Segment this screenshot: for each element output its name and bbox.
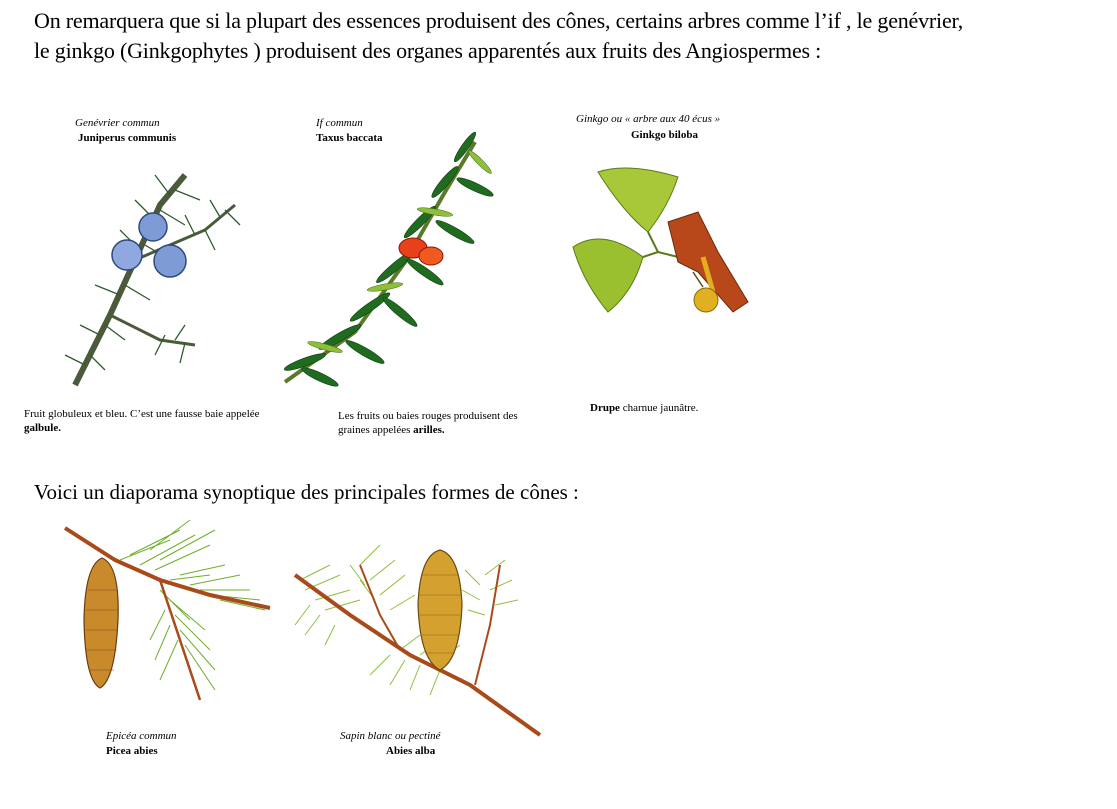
- yew-latin-name: Taxus baccata: [316, 132, 383, 144]
- juniper-latin-name: Juniperus communis: [78, 132, 177, 144]
- yew-caption: [338, 409, 518, 437]
- intro-paragraph: [34, 6, 1112, 66]
- yew-common-name: If commun: [316, 117, 363, 129]
- ginkgo-common-name: Ginkgo ou « arbre aux 40 écus »: [576, 113, 721, 125]
- spruce-latin-name: Picea abies: [106, 745, 158, 757]
- ginkgo-caption-term: Drupe: [590, 402, 620, 414]
- juniper-caption: [24, 407, 264, 435]
- yew-branch-icon: [275, 122, 505, 402]
- ginkgo-branch-icon: [568, 162, 758, 327]
- yew-caption-term: arilles.: [413, 424, 445, 436]
- fir-latin-name: Abies alba: [386, 745, 436, 757]
- section-heading: Voici un diaporama synoptique des principales formes de cônes :: [34, 480, 579, 504]
- ginkgo-caption-text: charnue jaunâtre.: [619, 402, 699, 414]
- fir-common-name: Sapin blanc ou pectiné: [340, 730, 441, 742]
- fir-branch-icon: [290, 545, 545, 740]
- juniper-caption-text: Fruit globuleux et bleu. C’est une fausse baie appelée: [24, 408, 260, 420]
- intro-line-1: On remarquera que si la plupart des essences produisent des cônes, certains arbres comme l’if , le genévrier,: [34, 8, 964, 33]
- ginkgo-latin-name: Ginkgo biloba: [631, 129, 698, 141]
- juniper-common-name: Genévrier commun: [75, 117, 160, 129]
- juniper-caption-term: galbule.: [24, 422, 61, 434]
- juniper-branch-icon: [65, 165, 245, 390]
- yew-caption-text: Les fruits ou baies rouges produisent des graines appelées: [338, 410, 518, 436]
- ginkgo-caption: [590, 401, 790, 415]
- spruce-common-name: Epicéa commun: [106, 730, 177, 742]
- intro-line-2: le ginkgo (Ginkgophytes ) produisent des organes apparentés aux fruits des Angiospermes :: [34, 38, 822, 63]
- spruce-branch-icon: [60, 520, 275, 720]
